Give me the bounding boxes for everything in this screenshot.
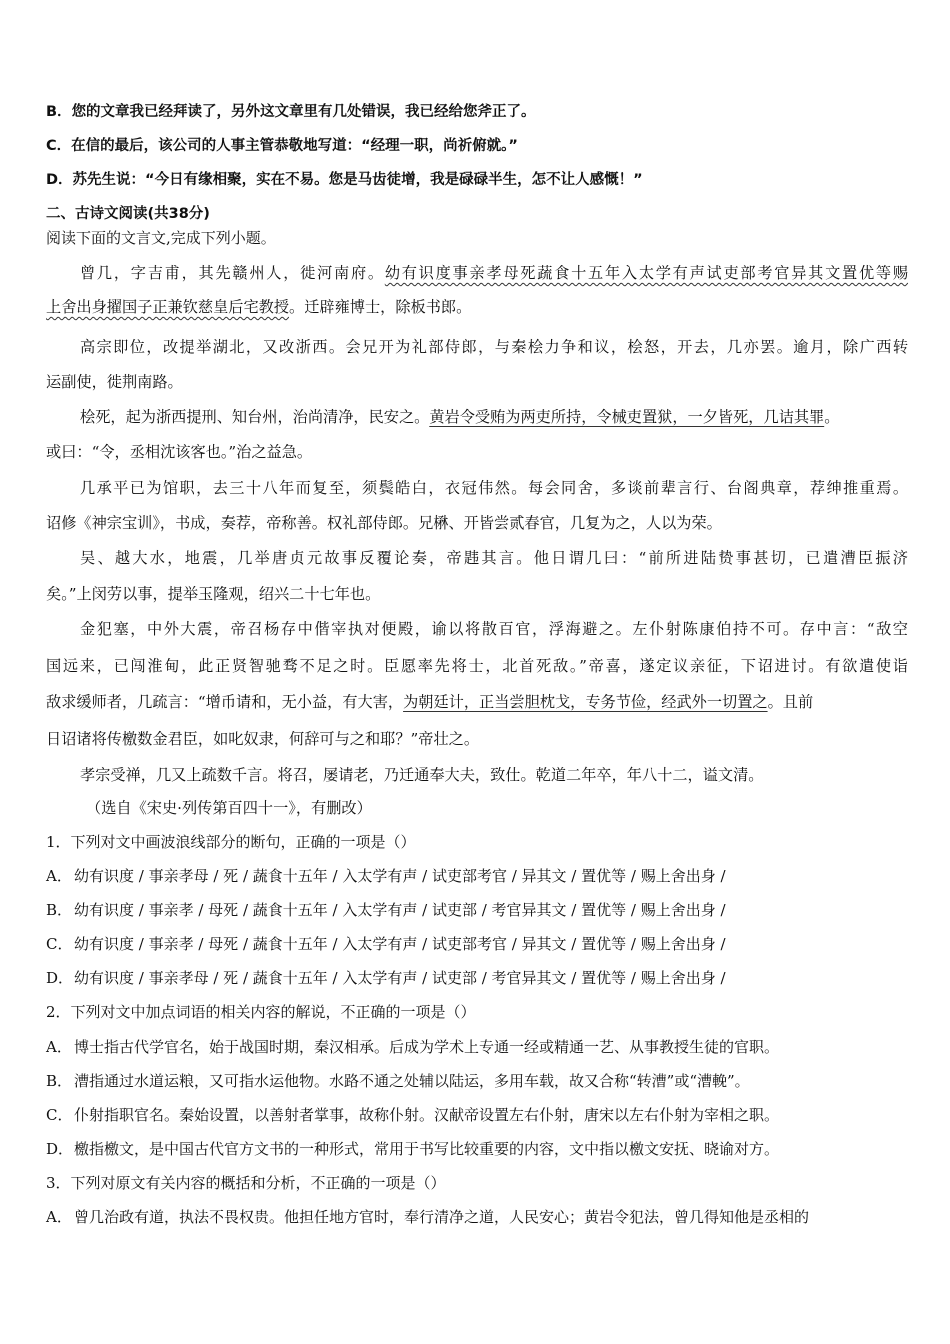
option-label: A．	[46, 867, 72, 885]
q3-option-a	[46, 1207, 908, 1227]
passage-p1-line1	[80, 263, 908, 283]
passage-p3-line1	[80, 407, 908, 427]
passage-p3-line2: 或曰：“令，丞相沈该客也。”治之益急。	[46, 443, 313, 461]
option-text: 您的文章我已经拜读了，另外这文章里有几处错误，我已经给您斧正了。	[71, 104, 536, 120]
q1-option-d	[46, 968, 908, 988]
q1-option-a	[46, 866, 908, 886]
q2-option-c	[46, 1105, 908, 1125]
passage-p1-line2	[46, 297, 908, 317]
option-text: 博士指古代学官名，始于战国时期，秦汉相承。后成为学术上专通一经或精通一艺、从事教授生徒的官职。	[74, 1038, 780, 1056]
wavy-underline-text: 幼有识度事亲孝母死蔬食十五年入太学有声试吏部考官异其文置优等赐	[384, 264, 909, 282]
q2-option-a	[46, 1037, 908, 1057]
passage-p7: 孝宗受禅，几又上疏数千言。将召，屡请老，乃迁通奉大夫，致仕。乾道二年卒，年八十二，谥文清。	[80, 766, 764, 784]
passage-p6-line2: 国远来，已闯淮甸，此正贤智驰骛不足之时。臣愿率先将士，北首死敌。”帝喜，遂定议亲征，下诏进讨。有欲遣使诣	[46, 657, 908, 675]
option-text: 仆射指职官名。秦始设置，以善射者掌事，故称仆射。汉献帝设置左右仆射，唐宋以左右仆射为宰相之职。	[74, 1106, 780, 1124]
q2-option-b	[46, 1071, 908, 1091]
option-label: A．	[46, 1208, 72, 1226]
passage-p6-line1: 金犯塞，中外大震，帝召杨存中偕宰执对便殿，谕以将散百官，浮海避之。左仆射陈康伯持不可。存中言：“敌空	[80, 620, 908, 638]
wavy-underline-text: 上舍出身擢国子正兼钦慈皇后宅教授	[46, 298, 289, 316]
passage-p6-line3	[46, 692, 908, 712]
option-text: 漕指通过水道运粮，又可指水运他物。水路不通之处辅以陆运，多用车载，故又合称“转漕”或“漕輓”。	[74, 1072, 750, 1090]
option-label: B．	[46, 901, 73, 919]
option-text: 在信的最后，该公司的人事主管恭敬地写道：“经理一职，尚祈俯就。”	[71, 138, 518, 154]
q1-stem: 1．下列对文中画波浪线部分的断句，正确的一项是（）	[46, 833, 416, 851]
option-label: C．	[46, 138, 72, 154]
passage-p4-line1: 几承平已为馆职，去三十八年而复至，须鬓皓白，衣冠伟然。每会同舍，多谈前辈言行、台阁典章，荐绅推重焉。	[80, 479, 908, 497]
passage-text: 曾几，字吉甫，其先赣州人，徙河南府。	[80, 264, 385, 282]
q1-option-c	[46, 934, 908, 954]
passage-p5-line1: 吴、越大水，地震，几举唐贞元故事反覆论奏，帝韪其言。他日谓几曰：“前所进陆贽事甚切，已遣漕臣振济	[80, 549, 908, 567]
passage-p2-line2: 运副使，徙荆南路。	[46, 373, 183, 391]
passage-p5-line2: 矣。”上闵劳以事，提举玉隆观，绍兴二十七年也。	[46, 585, 381, 603]
option-label: D．	[46, 969, 74, 987]
passage-text: 。迁辟雍博士，除板书郎。	[289, 298, 472, 316]
option-label: B．	[46, 1072, 73, 1090]
option-label: D．	[46, 1140, 74, 1158]
option-text: 檄指檄文，是中国古代官方文书的一种形式，常用于书写比较重要的内容，文中指以檄文安抚、晓谕对方。	[74, 1140, 780, 1158]
section-instruction: 阅读下面的文言文,完成下列小题。	[46, 229, 276, 247]
option-label: B．	[46, 104, 72, 120]
option-c-top	[46, 136, 908, 156]
underlined-text: 为朝廷计，正当尝胆枕戈，专务节俭，经武外一切置之	[403, 693, 768, 711]
q3-stem: 3．下列对原文有关内容的概括和分析，不正确的一项是（）	[46, 1174, 446, 1192]
option-text: 幼有识度 / 事亲孝母 / 死 / 蔬食十五年 / 入太学有声 / 试吏部考官 / 异其文 / 置优等 / 赐上舍出身 /	[74, 867, 726, 885]
q1-option-b	[46, 900, 908, 920]
option-label: A．	[46, 1038, 72, 1056]
passage-source: （选自《宋史·列传第百四十一》，有删改）	[86, 799, 372, 817]
option-label: C．	[46, 1106, 73, 1124]
passage-text: 。且前	[767, 693, 814, 711]
option-b-top	[46, 102, 908, 122]
option-text: 苏先生说：“今日有缘相聚，实在不易。您是马齿徒增，我是碌碌半生，怎不让人感慨！”	[72, 172, 643, 188]
passage-p2-line1: 高宗即位，改提举湖北，又改浙西。会兄开为礼部侍郎，与秦桧力争和议，桧怒，开去，几亦罢。逾月，除广西转	[80, 338, 908, 356]
option-text: 幼有识度 / 事亲孝 / 母死 / 蔬食十五年 / 入太学有声 / 试吏部 / 考官异其文 / 置优等 / 赐上舍出身 /	[74, 901, 726, 919]
passage-p4-line2: 诏修《神宗宝训》，书成，奏荐，帝称善。权礼部侍郎。兄楙、开皆尝贰春官，几复为之，人以为荣。	[46, 514, 722, 532]
option-text: 曾几治政有道，执法不畏权贵。他担任地方官时，奉行清净之道，人民安心；黄岩令犯法，曾几得知他是丞相的	[74, 1208, 810, 1226]
option-text: 幼有识度 / 事亲孝母 / 死 / 蔬食十五年 / 入太学有声 / 试吏部 / 考官异其文 / 置优等 / 赐上舍出身 /	[74, 969, 726, 987]
passage-text: 。	[824, 408, 840, 426]
option-label: D．	[46, 172, 73, 188]
option-d-top	[46, 170, 908, 190]
section-heading: 二、古诗文阅读(共38分)	[46, 206, 210, 222]
passage-p6-line4: 日诏诸将传檄数金君臣，如叱奴隶，何辞可与之和耶？”帝壮之。	[46, 730, 480, 748]
option-label: C．	[46, 935, 73, 953]
q2-stem: 2．下列对文中加点词语的相关内容的解说，不正确的一项是（）	[46, 1003, 476, 1021]
underlined-text: 黄岩令受贿为两吏所持，令械吏置狱，一夕皆死，几诘其罪	[429, 408, 825, 426]
q2-option-d	[46, 1139, 908, 1159]
passage-text: 桧死，起为浙西提刑、知台州，治尚清净，民安之。	[80, 408, 430, 426]
passage-text: 敌求缓师者，几疏言：“增币请和，无小益，有大害，	[46, 693, 404, 711]
option-text: 幼有识度 / 事亲孝 / 母死 / 蔬食十五年 / 入太学有声 / 试吏部考官 / 异其文 / 置优等 / 赐上舍出身 /	[74, 935, 726, 953]
